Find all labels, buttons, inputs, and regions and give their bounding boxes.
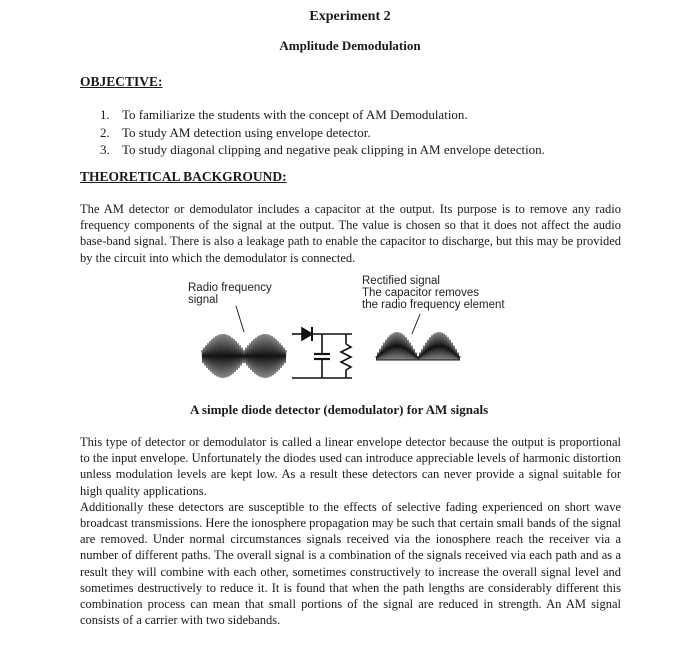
rectified-signal-label: Rectified signal The capacitor removes the radio frequency element	[362, 275, 505, 311]
rectified-waveform	[376, 332, 460, 360]
rf-pointer-line	[236, 306, 244, 332]
resistor-icon	[341, 344, 351, 370]
paragraph-text: The AM detector or demodulator includes a capacitor at the output. Its purpose is to remove any radio frequency components of the signal at the output. The value is chosen so that it does not affect the audio base-band signal. There is also a leakage path to enable the capacitor to discharge, but this may be provided by the circuit into which the demodulator is connected.	[80, 202, 621, 265]
paragraph-text: Additionally these detectors are susceptible to the effects of selective fading experienced on short wave broadcast transmissions. Here the ionosphere propagation may be such that certain small bands of the signal are removed. Under normal circumstances signals received via the ionosphere reach the receiver via a number of different paths. The overall signal is a combination of the signals received via each path and as a result they will combine with each other, sometimes constructively to increase the overall signal level and sometimes destructively to reduce it. It is found that when the path lengths are considerably different this combination process can mean that small portions of the signal are reduced in strength. An AM signal consists of a carrier with two sidebands.	[80, 499, 621, 628]
document-title: Experiment 2	[309, 9, 391, 24]
rectified-pointer-line	[412, 314, 420, 334]
diode-detector-figure	[180, 272, 540, 402]
paragraph-text: This type of detector or demodulator is called a linear envelope detector because the output is proportional to the input envelope. Unfortunately the diodes used can introduce appreciable levels of harmonic distortion unless modulation levels are kept low. As a result these detectors can never provide a signal suitable for high quality applications.	[80, 435, 621, 498]
list-item: 1. To familiarize the students with the concept of AM Demodulation.	[100, 107, 468, 122]
paragraph-intro	[80, 201, 621, 266]
circuit-diagram	[180, 272, 540, 402]
objective-heading: OBJECTIVE:	[80, 74, 163, 89]
paragraph-body	[80, 434, 621, 628]
rf-signal-label: Radio frequency signal	[188, 282, 272, 306]
document-subtitle: Amplitude Demodulation	[279, 38, 421, 53]
rf-waveform	[202, 334, 286, 378]
background-heading: THEORETICAL BACKGROUND:	[80, 169, 287, 184]
figure-caption: A simple diode detector (demodulator) for AM signals	[190, 402, 489, 417]
detector-circuit	[292, 327, 352, 378]
list-item: 2. To study AM detection using envelope detector.	[100, 124, 371, 140]
diode-icon	[302, 328, 312, 340]
list-item: 3. To study diagonal clipping and negative peak clipping in AM envelope detection.	[100, 142, 545, 157]
objectives-list	[100, 106, 545, 159]
